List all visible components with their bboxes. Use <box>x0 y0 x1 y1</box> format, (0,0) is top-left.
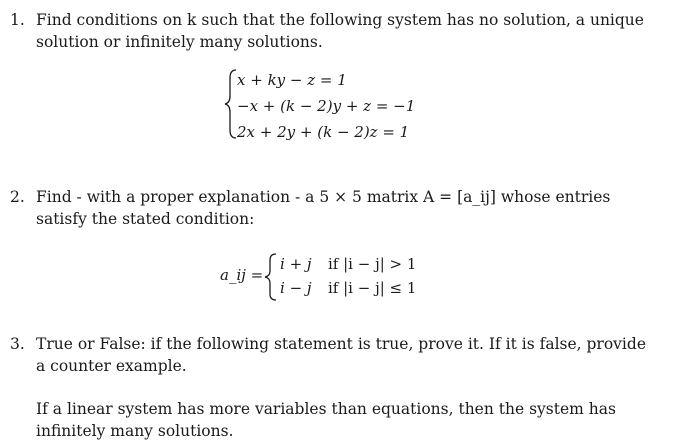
equation-1: x + ky − z = 1 <box>237 71 347 89</box>
problem-3-text-line-1: True or False: if the following statement is true, prove it. If it is false, provide <box>36 335 646 353</box>
problem-1-text-line-1: Find conditions on k such that the following system has no solution, a unique <box>36 11 644 29</box>
case-1-condition: if |i − j| > 1 <box>328 255 417 273</box>
problem-3-number: 3. <box>10 335 25 353</box>
cases-brace <box>264 252 278 302</box>
statement-line-2: infinitely many solutions. <box>36 422 234 440</box>
case-2-expression: i − j <box>280 279 312 297</box>
problem-1-number: 1. <box>10 11 25 29</box>
problem-2-text-line-1: Find - with a proper explanation - a 5 × 5 matrix A = [a_ij] whose entries <box>36 188 611 206</box>
problem-2-text-line-2: satisfy the stated condition: <box>36 210 255 228</box>
system-brace <box>224 68 238 140</box>
problem-2-number: 2. <box>10 188 25 206</box>
problem-3-text-line-2: a counter example. <box>36 357 187 375</box>
statement-line-1: If a linear system has more variables than equations, then the system has <box>36 400 616 418</box>
equation-3: 2x + 2y + (k − 2)z = 1 <box>237 123 410 141</box>
problem-1-text-line-2: solution or infinitely many solutions. <box>36 33 323 51</box>
case-2-condition: if |i − j| ≤ 1 <box>328 279 417 297</box>
definition-lhs: a_ij = <box>220 266 264 284</box>
case-1-expression: i + j <box>280 255 312 273</box>
equation-2: −x + (k − 2)y + z = −1 <box>237 97 416 115</box>
